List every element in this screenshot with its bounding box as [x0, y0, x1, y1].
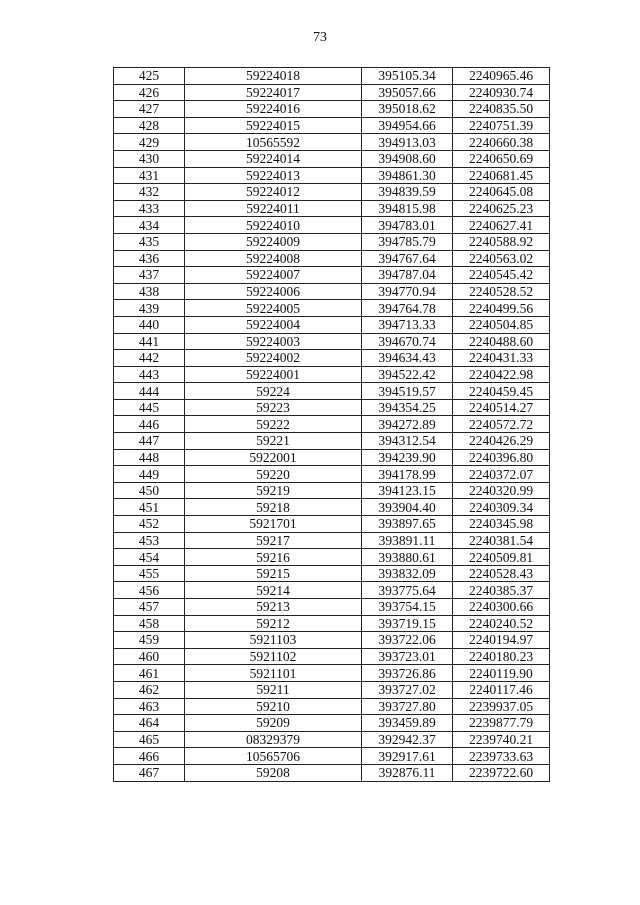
row-number-cell: 432: [114, 184, 185, 201]
table-row: [114, 449, 550, 466]
row-number-cell: 427: [114, 101, 185, 118]
y-coordinate-cell: 2240194.97: [453, 632, 550, 649]
x-coordinate-cell: 394670.74: [362, 333, 453, 350]
y-coordinate-cell: 2240119.90: [453, 665, 550, 682]
row-number-cell: 449: [114, 466, 185, 483]
point-id-cell: 59217: [185, 532, 362, 549]
x-coordinate-cell: 394178.99: [362, 466, 453, 483]
point-id-cell: 59211: [185, 681, 362, 698]
x-coordinate-cell: 393727.02: [362, 681, 453, 698]
row-number-cell: 439: [114, 300, 185, 317]
table-row: [114, 499, 550, 516]
x-coordinate-cell: 392876.11: [362, 764, 453, 781]
point-id-cell: 59224010: [185, 217, 362, 234]
page-number: 73: [313, 30, 327, 45]
table-row: [114, 748, 550, 765]
x-coordinate-cell: 394713.33: [362, 316, 453, 333]
point-id-cell: 59224007: [185, 267, 362, 284]
table-row: [114, 399, 550, 416]
x-coordinate-cell: 393897.65: [362, 516, 453, 533]
row-number-cell: 453: [114, 532, 185, 549]
table-row: [114, 101, 550, 118]
x-coordinate-cell: 394519.57: [362, 383, 453, 400]
x-coordinate-cell: 394785.79: [362, 233, 453, 250]
point-id-cell: 59224017: [185, 84, 362, 101]
y-coordinate-cell: 2240499.56: [453, 300, 550, 317]
table-row: [114, 764, 550, 781]
x-coordinate-cell: 392917.61: [362, 748, 453, 765]
table-row: [114, 482, 550, 499]
point-id-cell: 59224006: [185, 283, 362, 300]
x-coordinate-cell: 393719.15: [362, 615, 453, 632]
x-coordinate-cell: 393832.09: [362, 565, 453, 582]
row-number-cell: 452: [114, 516, 185, 533]
point-id-cell: 59222: [185, 416, 362, 433]
x-coordinate-cell: 392942.37: [362, 731, 453, 748]
table-row: [114, 134, 550, 151]
row-number-cell: 458: [114, 615, 185, 632]
y-coordinate-cell: 2240751.39: [453, 117, 550, 134]
table-row: [114, 233, 550, 250]
point-id-cell: 59214: [185, 582, 362, 599]
table-row: [114, 615, 550, 632]
y-coordinate-cell: 2240588.92: [453, 233, 550, 250]
point-id-cell: 5921101: [185, 665, 362, 682]
point-id-cell: 5921103: [185, 632, 362, 649]
y-coordinate-cell: 2240488.60: [453, 333, 550, 350]
x-coordinate-cell: 394767.64: [362, 250, 453, 267]
row-number-cell: 455: [114, 565, 185, 582]
row-number-cell: 441: [114, 333, 185, 350]
x-coordinate-cell: 394770.94: [362, 283, 453, 300]
y-coordinate-cell: 2240660.38: [453, 134, 550, 151]
x-coordinate-cell: 394954.66: [362, 117, 453, 134]
row-number-cell: 438: [114, 283, 185, 300]
y-coordinate-cell: 2240930.74: [453, 84, 550, 101]
x-coordinate-cell: 393891.11: [362, 532, 453, 549]
point-id-cell: 59215: [185, 565, 362, 582]
table-row: [114, 416, 550, 433]
x-coordinate-cell: 395018.62: [362, 101, 453, 118]
y-coordinate-cell: 2239733.63: [453, 748, 550, 765]
row-number-cell: 426: [114, 84, 185, 101]
x-coordinate-cell: 394764.78: [362, 300, 453, 317]
table-row: [114, 698, 550, 715]
table-row: [114, 366, 550, 383]
point-id-cell: 59220: [185, 466, 362, 483]
point-id-cell: 59224008: [185, 250, 362, 267]
x-coordinate-cell: 394913.03: [362, 134, 453, 151]
point-id-cell: 59224009: [185, 233, 362, 250]
row-number-cell: 436: [114, 250, 185, 267]
y-coordinate-cell: 2240422.98: [453, 366, 550, 383]
row-number-cell: 442: [114, 350, 185, 367]
row-number-cell: 428: [114, 117, 185, 134]
table-row: [114, 117, 550, 134]
row-number-cell: 457: [114, 599, 185, 616]
y-coordinate-cell: 2240514.27: [453, 399, 550, 416]
point-id-cell: 59210: [185, 698, 362, 715]
row-number-cell: 435: [114, 233, 185, 250]
table-row: [114, 300, 550, 317]
row-number-cell: 445: [114, 399, 185, 416]
point-id-cell: 59224015: [185, 117, 362, 134]
row-number-cell: 448: [114, 449, 185, 466]
row-number-cell: 433: [114, 200, 185, 217]
x-coordinate-cell: 394354.25: [362, 399, 453, 416]
y-coordinate-cell: 2240627.41: [453, 217, 550, 234]
table-row: [114, 200, 550, 217]
table-row: [114, 466, 550, 483]
x-coordinate-cell: 393726.86: [362, 665, 453, 682]
point-id-cell: 59224011: [185, 200, 362, 217]
table-row: [114, 84, 550, 101]
point-id-cell: 59223: [185, 399, 362, 416]
point-id-cell: 5921701: [185, 516, 362, 533]
row-number-cell: 466: [114, 748, 185, 765]
y-coordinate-cell: 2240504.85: [453, 316, 550, 333]
table-row: [114, 316, 550, 333]
table-row: [114, 184, 550, 201]
row-number-cell: 429: [114, 134, 185, 151]
table-row: [114, 167, 550, 184]
y-coordinate-cell: 2240426.29: [453, 433, 550, 450]
x-coordinate-cell: 394312.54: [362, 433, 453, 450]
table-row: [114, 648, 550, 665]
table-row: [114, 68, 550, 85]
table-row: [114, 433, 550, 450]
table-row: [114, 681, 550, 698]
x-coordinate-cell: 393904.40: [362, 499, 453, 516]
x-coordinate-cell: 394783.01: [362, 217, 453, 234]
row-number-cell: 440: [114, 316, 185, 333]
table-row: [114, 283, 550, 300]
table-row: [114, 250, 550, 267]
row-number-cell: 456: [114, 582, 185, 599]
y-coordinate-cell: 2240381.54: [453, 532, 550, 549]
x-coordinate-cell: 393722.06: [362, 632, 453, 649]
x-coordinate-cell: 395057.66: [362, 84, 453, 101]
row-number-cell: 443: [114, 366, 185, 383]
table-row: [114, 267, 550, 284]
point-id-cell: 59224: [185, 383, 362, 400]
table-row: [114, 715, 550, 732]
x-coordinate-cell: 394787.04: [362, 267, 453, 284]
y-coordinate-cell: 2240396.80: [453, 449, 550, 466]
point-id-cell: 59224014: [185, 150, 362, 167]
y-coordinate-cell: 2240309.34: [453, 499, 550, 516]
table-row: [114, 333, 550, 350]
y-coordinate-cell: 2240180.23: [453, 648, 550, 665]
x-coordinate-cell: 394861.30: [362, 167, 453, 184]
point-id-cell: 10565706: [185, 748, 362, 765]
x-coordinate-cell: 394272.89: [362, 416, 453, 433]
point-id-cell: 59209: [185, 715, 362, 732]
point-id-cell: 59221: [185, 433, 362, 450]
y-coordinate-cell: 2240681.45: [453, 167, 550, 184]
table-row: [114, 599, 550, 616]
x-coordinate-cell: 394908.60: [362, 150, 453, 167]
y-coordinate-cell: 2240345.98: [453, 516, 550, 533]
table-row: [114, 383, 550, 400]
row-number-cell: 450: [114, 482, 185, 499]
point-id-cell: 59224001: [185, 366, 362, 383]
row-number-cell: 446: [114, 416, 185, 433]
x-coordinate-cell: 393727.80: [362, 698, 453, 715]
x-coordinate-cell: 393775.64: [362, 582, 453, 599]
point-id-cell: 59212: [185, 615, 362, 632]
x-coordinate-cell: 394815.98: [362, 200, 453, 217]
y-coordinate-cell: 2240528.43: [453, 565, 550, 582]
y-coordinate-cell: 2239877.79: [453, 715, 550, 732]
row-number-cell: 464: [114, 715, 185, 732]
point-id-cell: 59224005: [185, 300, 362, 317]
y-coordinate-cell: 2240650.69: [453, 150, 550, 167]
row-number-cell: 431: [114, 167, 185, 184]
table-row: [114, 582, 550, 599]
point-id-cell: 59208: [185, 764, 362, 781]
x-coordinate-cell: 394839.59: [362, 184, 453, 201]
row-number-cell: 463: [114, 698, 185, 715]
table-row: [114, 150, 550, 167]
row-number-cell: 444: [114, 383, 185, 400]
table-row: [114, 516, 550, 533]
point-id-cell: 59216: [185, 549, 362, 566]
table-row: [114, 217, 550, 234]
table-row: [114, 350, 550, 367]
x-coordinate-cell: 393880.61: [362, 549, 453, 566]
y-coordinate-cell: 2239937.05: [453, 698, 550, 715]
row-number-cell: 461: [114, 665, 185, 682]
y-coordinate-cell: 2240320.99: [453, 482, 550, 499]
y-coordinate-cell: 2240625.23: [453, 200, 550, 217]
x-coordinate-cell: 394522.42: [362, 366, 453, 383]
point-id-cell: 59218: [185, 499, 362, 516]
y-coordinate-cell: 2240459.45: [453, 383, 550, 400]
point-id-cell: 59224004: [185, 316, 362, 333]
point-id-cell: 59219: [185, 482, 362, 499]
point-id-cell: 59224012: [185, 184, 362, 201]
row-number-cell: 467: [114, 764, 185, 781]
point-id-cell: 59224016: [185, 101, 362, 118]
point-id-cell: 5921102: [185, 648, 362, 665]
point-id-cell: 59224002: [185, 350, 362, 367]
y-coordinate-cell: 2240545.42: [453, 267, 550, 284]
y-coordinate-cell: 2240965.46: [453, 68, 550, 85]
row-number-cell: 454: [114, 549, 185, 566]
y-coordinate-cell: 2240300.66: [453, 599, 550, 616]
y-coordinate-cell: 2240240.52: [453, 615, 550, 632]
table-row: [114, 549, 550, 566]
point-id-cell: 5922001: [185, 449, 362, 466]
row-number-cell: 430: [114, 150, 185, 167]
table-row: [114, 665, 550, 682]
row-number-cell: 451: [114, 499, 185, 516]
y-coordinate-cell: 2240835.50: [453, 101, 550, 118]
y-coordinate-cell: 2240385.37: [453, 582, 550, 599]
row-number-cell: 459: [114, 632, 185, 649]
row-number-cell: 460: [114, 648, 185, 665]
point-id-cell: 59224013: [185, 167, 362, 184]
coordinates-table: [113, 67, 550, 782]
x-coordinate-cell: 393723.01: [362, 648, 453, 665]
y-coordinate-cell: 2240117.46: [453, 681, 550, 698]
y-coordinate-cell: 2240509.81: [453, 549, 550, 566]
y-coordinate-cell: 2240431.33: [453, 350, 550, 367]
row-number-cell: 437: [114, 267, 185, 284]
row-number-cell: 425: [114, 68, 185, 85]
x-coordinate-cell: 395105.34: [362, 68, 453, 85]
table-row: [114, 632, 550, 649]
row-number-cell: 465: [114, 731, 185, 748]
row-number-cell: 434: [114, 217, 185, 234]
table-row: [114, 731, 550, 748]
point-id-cell: 59224018: [185, 68, 362, 85]
x-coordinate-cell: 394239.90: [362, 449, 453, 466]
x-coordinate-cell: 393754.15: [362, 599, 453, 616]
point-id-cell: 59224003: [185, 333, 362, 350]
table-row: [114, 565, 550, 582]
y-coordinate-cell: 2240563.02: [453, 250, 550, 267]
table-row: [114, 532, 550, 549]
x-coordinate-cell: 393459.89: [362, 715, 453, 732]
y-coordinate-cell: 2240645.08: [453, 184, 550, 201]
x-coordinate-cell: 394634.43: [362, 350, 453, 367]
point-id-cell: 08329379: [185, 731, 362, 748]
y-coordinate-cell: 2239740.21: [453, 731, 550, 748]
y-coordinate-cell: 2240528.52: [453, 283, 550, 300]
point-id-cell: 10565592: [185, 134, 362, 151]
table-body: [114, 68, 550, 782]
row-number-cell: 462: [114, 681, 185, 698]
x-coordinate-cell: 394123.15: [362, 482, 453, 499]
y-coordinate-cell: 2240372.07: [453, 466, 550, 483]
point-id-cell: 59213: [185, 599, 362, 616]
row-number-cell: 447: [114, 433, 185, 450]
y-coordinate-cell: 2239722.60: [453, 764, 550, 781]
y-coordinate-cell: 2240572.72: [453, 416, 550, 433]
